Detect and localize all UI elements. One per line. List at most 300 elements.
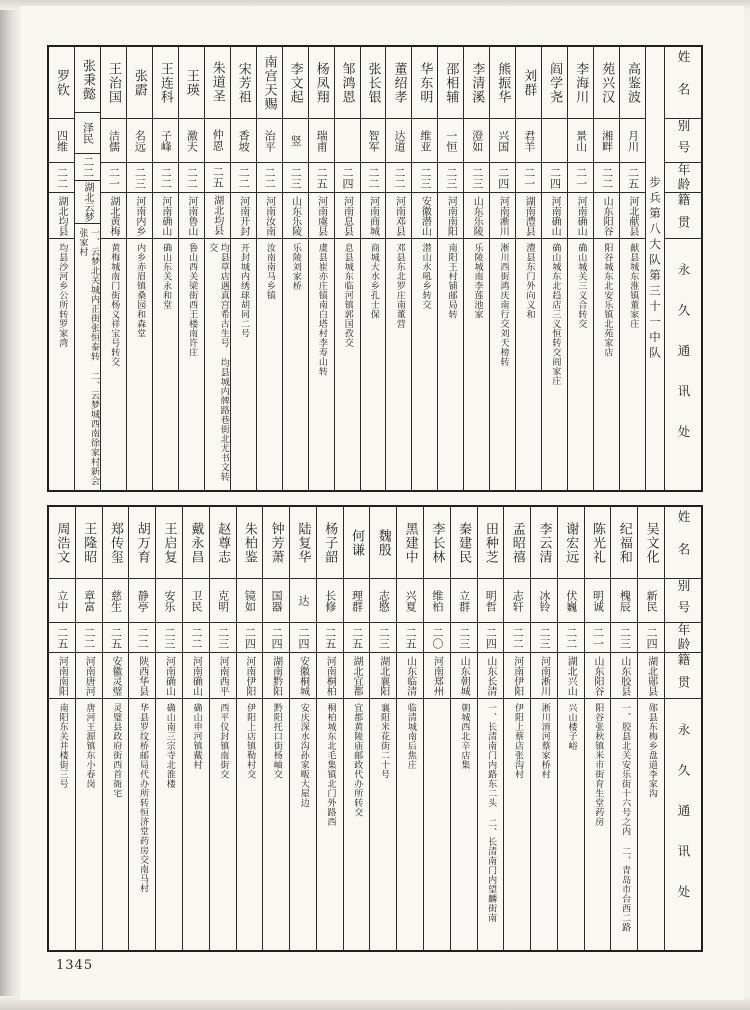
person-age: 二五: [323, 626, 337, 649]
person-age-cell: [542, 163, 567, 193]
person-column: [209, 507, 236, 950]
person-alias: 维亚: [418, 129, 432, 152]
person-origin-cell: [361, 193, 386, 239]
person-name-cell: [101, 47, 126, 119]
person-name-cell: [153, 47, 178, 119]
person-origin-cell: [257, 193, 282, 239]
person-address-cell: [179, 239, 204, 490]
person-address-cell: [153, 239, 178, 490]
person-alias-cell: [397, 579, 423, 623]
person-age: 二二: [185, 166, 199, 189]
person-address: 淅川淯河蔡家桥村: [539, 703, 550, 779]
person-column: [489, 47, 515, 490]
person-age: 二三: [163, 626, 177, 649]
person-name: 李海川: [573, 61, 589, 104]
person-age: 二四: [341, 166, 355, 189]
person-alias-cell: [335, 119, 360, 163]
unit-title: 步兵第八大队第三十一中队: [648, 175, 662, 362]
person-column: [308, 47, 334, 490]
person-column: [282, 47, 308, 490]
column-headers-bottom: [664, 507, 701, 950]
person-alias-cell: [179, 119, 204, 163]
person-age-cell: [156, 623, 182, 653]
header-age: 年龄: [665, 163, 701, 193]
person-alias-cell: [344, 579, 370, 623]
person-alias: 长修: [323, 589, 337, 612]
person-age: 二四: [243, 626, 257, 649]
person-alias: 国器: [270, 589, 284, 612]
person-address-cell: [309, 239, 334, 490]
person-column: [236, 507, 263, 950]
person-origin: 河南息县: [341, 195, 353, 236]
person-name: 黑建中: [402, 521, 418, 564]
person-address: 郧县东梅乡盘道李家沟: [646, 703, 657, 798]
person-origin-cell: [490, 193, 515, 239]
person-origin-cell: [478, 653, 504, 699]
person-alias: 兴夏: [404, 589, 418, 612]
person-address: 伊阳上蔡店张沟村: [512, 703, 523, 779]
person-alias: 智军: [366, 129, 380, 152]
person-alias: 君羊: [522, 129, 536, 152]
person-alias: 竖: [289, 135, 303, 146]
person-name: 阎学尧: [547, 61, 563, 104]
person-name: 田种芝: [482, 521, 498, 564]
person-age-cell: [179, 163, 204, 193]
person-name: 王治国: [105, 61, 121, 104]
person-alias: 达: [296, 595, 310, 606]
person-name: 董绍孝: [391, 61, 407, 104]
person-name: 秦建民: [456, 521, 472, 564]
person-address-cell: [611, 699, 637, 950]
person-name-cell: [585, 507, 611, 579]
person-age: 二一: [522, 166, 536, 189]
person-alias: 明哲: [484, 589, 498, 612]
person-address: 淅川西街鸿庆南行交刘天榜转: [498, 243, 509, 367]
person-name-cell: [210, 507, 236, 579]
person-origin-cell: [231, 193, 256, 239]
person-name: 李清溪: [469, 61, 485, 104]
person-name: 高鉴波: [625, 61, 641, 104]
person-age: 二二: [136, 626, 150, 649]
person-origin: 河南南阳: [56, 655, 68, 696]
person-age-cell: [75, 154, 100, 182]
person-age: 二二: [366, 166, 380, 189]
person-origin: 河南开封: [237, 195, 249, 236]
person-address-cell: [335, 239, 360, 490]
person-alias: 兴国: [496, 129, 510, 152]
person-name: 王隆昭: [81, 521, 97, 564]
person-column: [178, 47, 204, 490]
person-address: 南阳东关井楼街三号: [57, 703, 68, 789]
person-name-cell: [464, 47, 489, 119]
person-address-cell: [594, 239, 619, 490]
person-alias: 景山: [574, 129, 588, 152]
person-name: 周浩文: [54, 521, 70, 564]
person-alias-cell: [103, 579, 129, 623]
person-name-cell: [156, 507, 182, 579]
person-name: 刘群: [521, 68, 537, 97]
person-alias: 理群: [350, 589, 364, 612]
person-name-cell: [231, 47, 256, 119]
person-alias: 激天: [185, 129, 199, 152]
person-origin: 湖北均县: [211, 195, 223, 236]
person-address-cell: [317, 699, 343, 950]
person-address: 开封城内绣球胡同二号: [238, 243, 249, 338]
person-alias-cell: [412, 119, 437, 163]
person-address-cell: [478, 699, 504, 950]
person-age: 二二: [237, 166, 251, 189]
person-origin-cell: [531, 653, 557, 699]
person-alias-cell: [568, 119, 593, 163]
person-age: 二三: [216, 626, 230, 649]
person-column: [637, 507, 664, 950]
person-age: 二三: [457, 626, 471, 649]
person-name-cell: [129, 507, 155, 579]
person-name-cell: [412, 47, 437, 119]
person-address: 汝南南马乡镇: [264, 243, 275, 300]
person-name: 胡万育: [134, 521, 150, 564]
person-origin-cell: [344, 653, 370, 699]
person-alias: 达道: [392, 129, 406, 152]
person-name: 魏殷: [375, 528, 391, 557]
page-number: 1345: [56, 958, 94, 973]
person-age: 二二: [392, 166, 406, 189]
header-address: 永久通讯处: [676, 723, 691, 926]
person-alias-cell: [317, 579, 343, 623]
person-name: 孟昭禧: [509, 521, 525, 564]
person-origin: 河南确山: [575, 195, 587, 236]
person-age: 二二: [511, 626, 525, 649]
person-origin: 山东阳谷: [601, 195, 613, 236]
person-address-cell: [237, 699, 263, 950]
person-age: 二三: [470, 166, 484, 189]
person-column: [423, 507, 450, 950]
person-alias-cell: [531, 579, 557, 623]
person-alias-cell: [504, 579, 530, 623]
person-age: 二四: [645, 626, 659, 649]
person-origin-cell: [309, 193, 334, 239]
person-name: 张霨: [131, 68, 147, 97]
person-address-cell: [361, 239, 386, 490]
person-age: 二四: [548, 166, 562, 189]
person-alias: 湘畔: [600, 129, 614, 152]
person-age-cell: [531, 623, 557, 653]
person-age-cell: [568, 163, 593, 193]
person-address-cell: [412, 239, 437, 490]
person-name-cell: [257, 47, 282, 119]
person-address: 均县草店遇真宫希古生号 均县城内牌路巷街北尤书文转交: [207, 242, 229, 482]
person-alias-cell: [263, 579, 289, 623]
person-column: [334, 47, 360, 490]
person-origin: 山东乐陵: [471, 195, 483, 236]
person-alias-cell: [370, 579, 396, 623]
person-origin: 河南确山: [190, 655, 202, 696]
person-origin: 河南西平: [217, 655, 229, 696]
person-name: 何谦: [349, 528, 365, 557]
person-address-cell: [464, 239, 489, 490]
person-origin-cell: [317, 653, 343, 699]
person-age-cell: [451, 623, 477, 653]
person-age: 二四: [496, 166, 510, 189]
person-address: 澧县东门外向义和: [524, 243, 535, 319]
person-name-cell: [504, 507, 530, 579]
person-origin: 湖南澧县: [523, 195, 535, 236]
person-name: 华东明: [417, 61, 433, 104]
person-origin-cell: [370, 653, 396, 699]
person-origin-cell: [424, 653, 450, 699]
person-age-cell: [335, 163, 360, 193]
person-address: 襄阳米花街二十号: [379, 703, 390, 779]
person-origin-cell: [516, 193, 541, 239]
person-name-cell: [568, 47, 593, 119]
person-column: [152, 47, 178, 490]
person-address-cell: [504, 699, 530, 950]
person-address: 临清城南后焦庄: [405, 703, 416, 770]
person-column: [610, 507, 637, 950]
person-address: 乐陵城南李莲池家: [472, 243, 483, 319]
person-origin: 山东胶县: [618, 655, 630, 696]
person-alias: 四维: [55, 129, 69, 152]
person-address-cell: [183, 699, 209, 950]
person-age: 二五: [404, 626, 418, 649]
person-origin: 山东长清: [484, 655, 496, 696]
person-origin: 河南商城: [367, 195, 379, 236]
person-column: [262, 507, 289, 950]
person-name: 李文起: [287, 61, 303, 104]
person-origin: 河南郑州: [431, 655, 443, 696]
person-alias-cell: [237, 579, 263, 623]
person-origin: 山东朝城: [458, 655, 470, 696]
person-origin: 安徽灵璧: [109, 655, 121, 696]
person-address: 灵璧县政府街西首衙宅: [111, 703, 122, 798]
person-name-cell: [397, 507, 423, 579]
person-age: 二二: [81, 155, 95, 178]
person-age: 二二: [564, 626, 578, 649]
person-alias: 章富: [82, 589, 96, 612]
person-address-cell: [156, 699, 182, 950]
column-headers-top: [664, 47, 701, 490]
person-address-cell: [386, 239, 411, 490]
person-column: [541, 47, 567, 490]
person-name-cell: [103, 507, 129, 579]
person-origin-cell: [156, 653, 182, 699]
person-address: 南阳王村铺邮局转: [446, 243, 457, 319]
person-address: 确山东关永和堂: [161, 243, 172, 310]
person-name-cell: [309, 47, 334, 119]
person-age-cell: [424, 623, 450, 653]
person-alias: 仲恩: [211, 129, 225, 152]
person-address: 确山城关三义合转交: [576, 243, 587, 329]
person-origin-cell: [183, 653, 209, 699]
person-age-cell: [309, 163, 334, 193]
person-name-cell: [386, 47, 411, 119]
person-origin-cell: [76, 653, 102, 699]
person-origin: 河南虞县: [315, 195, 327, 236]
person-name: 张长银: [365, 61, 381, 104]
person-alias-cell: [585, 579, 611, 623]
person-column: [584, 507, 611, 950]
person-address: 华县罗纹桥邮局代办所转恒济堂药房交南马村: [138, 703, 149, 893]
person-name: 邹鸿恩: [339, 61, 355, 104]
person-address-cell: [76, 699, 102, 950]
person-name: 钟芳萧: [268, 521, 284, 564]
person-age: 二五: [626, 166, 640, 189]
person-address-cell: [620, 239, 645, 490]
person-address: 伊阳上店镇勒村交: [245, 703, 256, 779]
person-column: [463, 47, 489, 490]
person-name-cell: [263, 507, 289, 579]
person-address-cell: [75, 224, 100, 490]
person-origin-cell: [283, 193, 308, 239]
person-origin: 河南桐柏: [324, 655, 336, 696]
person-address: 鲁山西关梁街西王楼南许庄: [187, 243, 198, 357]
person-address-cell: [568, 239, 593, 490]
person-name: 吴文化: [643, 521, 659, 564]
person-address: 献县城东淮镇董家庄: [628, 243, 639, 329]
person-alias-cell: [558, 579, 584, 623]
person-age: 二一: [591, 626, 605, 649]
person-age: 二一: [107, 166, 121, 189]
person-address: 安庆深水沟孙家畈大屋边: [298, 703, 309, 808]
person-address: 内乡赤眉镇桑园和森堂: [135, 243, 146, 338]
person-column: [126, 47, 152, 490]
person-column: [182, 507, 209, 950]
person-alias-cell: [49, 119, 74, 163]
person-name: 杨子韶: [322, 521, 338, 564]
person-alias: 克明: [216, 589, 230, 612]
person-name: 宋芳祖: [235, 61, 251, 104]
person-address-cell: [558, 699, 584, 950]
person-age: 二一: [574, 166, 588, 189]
person-address: 一、云梦北关城内正街张恒泰转 二、云梦城西南徐家村新会张家村: [77, 227, 99, 486]
person-name: 谢宏远: [563, 521, 579, 564]
person-alias-cell: [210, 579, 236, 623]
person-name: 陈光礼: [590, 521, 606, 564]
person-age-cell: [49, 623, 75, 653]
person-address: 商城大水乡孔士保: [368, 243, 379, 319]
person-origin-cell: [611, 653, 637, 699]
person-column: [204, 47, 230, 490]
person-address-cell: [438, 239, 463, 490]
person-age-cell: [620, 163, 645, 193]
person-column: [437, 47, 463, 490]
person-age-cell: [558, 623, 584, 653]
person-address: 黔阳托口街杨岫交: [271, 703, 282, 779]
person-age: 二三: [133, 166, 147, 189]
person-age-cell: [317, 623, 343, 653]
person-age: 二四: [296, 626, 310, 649]
person-age-cell: [504, 623, 530, 653]
person-origin: 河南确山: [549, 195, 561, 236]
person-origin: 河南内乡: [133, 195, 145, 236]
person-age: 二二: [600, 166, 614, 189]
person-origin-cell: [49, 653, 75, 699]
person-name-cell: [317, 507, 343, 579]
person-address: 均县沙河乡公所转罗家湾: [57, 243, 68, 348]
person-origin-cell: [103, 653, 129, 699]
person-name: 李云清: [536, 521, 552, 564]
person-origin: 湖南黔阳: [270, 655, 282, 696]
person-age: 二五: [350, 626, 364, 649]
person-alias: 香坡: [237, 129, 251, 152]
person-origin: 湖北宜都: [351, 655, 363, 696]
person-column: [128, 507, 155, 950]
person-name-cell: [424, 507, 450, 579]
person-alias: 泽民: [81, 121, 95, 144]
person-age-cell: [231, 163, 256, 193]
person-name-cell: [183, 507, 209, 579]
person-age-cell: [412, 163, 437, 193]
person-column: [503, 507, 530, 950]
person-origin-cell: [205, 193, 230, 239]
person-name: 朱道圣: [209, 61, 225, 104]
person-alias: 志轩: [511, 589, 525, 612]
person-column: [385, 47, 411, 490]
person-age: 二五: [109, 626, 123, 649]
person-column: [450, 507, 477, 950]
person-address-cell: [257, 239, 282, 490]
person-origin: 湖北兴山: [565, 655, 577, 696]
person-alias: 槐辰: [618, 589, 632, 612]
person-age-cell: [205, 163, 230, 193]
person-age-cell: [49, 163, 74, 193]
person-address: 宜都黄陵庙邮政代办所转交: [352, 703, 363, 817]
person-name-cell: [283, 47, 308, 119]
person-column: [100, 47, 126, 490]
person-address-cell: [49, 239, 74, 490]
person-name-cell: [49, 47, 74, 119]
person-name-cell: [516, 47, 541, 119]
person-column: [49, 507, 75, 950]
person-name-cell: [558, 507, 584, 579]
person-origin: 河南南阳: [445, 195, 457, 236]
person-name: 赵尊志: [215, 521, 231, 564]
person-name: 杨凤翔: [313, 61, 329, 104]
person-age: 二三: [418, 166, 432, 189]
person-address-cell: [205, 239, 230, 490]
person-column: [619, 47, 645, 490]
person-name: 纪福和: [616, 521, 632, 564]
person-column: [343, 507, 370, 950]
person-address: 虞县崔亦庄镇南白塔村李寿山转: [316, 243, 327, 376]
person-age-cell: [153, 163, 178, 193]
person-address-cell: [424, 699, 450, 950]
person-alias: 治平: [263, 129, 277, 152]
person-address-cell: [103, 699, 129, 950]
person-address: 一、长清南门内路东二头 二、长清南门内望麟街南: [486, 703, 497, 923]
person-age-cell: [129, 623, 155, 653]
person-name-cell: [542, 47, 567, 119]
person-name-cell: [290, 507, 316, 579]
person-origin-cell: [504, 653, 530, 699]
person-origin: 湖北郧县: [645, 655, 657, 696]
person-age-cell: [397, 623, 423, 653]
person-age: 二四: [484, 626, 498, 649]
person-origin: 湖北均县: [56, 195, 68, 236]
person-address: 邓县东北罗庄南董营: [394, 243, 405, 329]
person-age-cell: [237, 623, 263, 653]
person-alias: 志愍: [377, 589, 391, 612]
person-alias-cell: [542, 119, 567, 163]
person-age: 二二: [82, 626, 96, 649]
roster-table-bottom: [47, 505, 703, 952]
person-address-cell: [451, 699, 477, 950]
person-origin-cell: [179, 193, 204, 239]
person-origin-cell: [386, 193, 411, 239]
person-column: [477, 507, 504, 950]
person-address: 西平仪封镇南街交: [218, 703, 229, 779]
person-origin-cell: [290, 653, 316, 699]
